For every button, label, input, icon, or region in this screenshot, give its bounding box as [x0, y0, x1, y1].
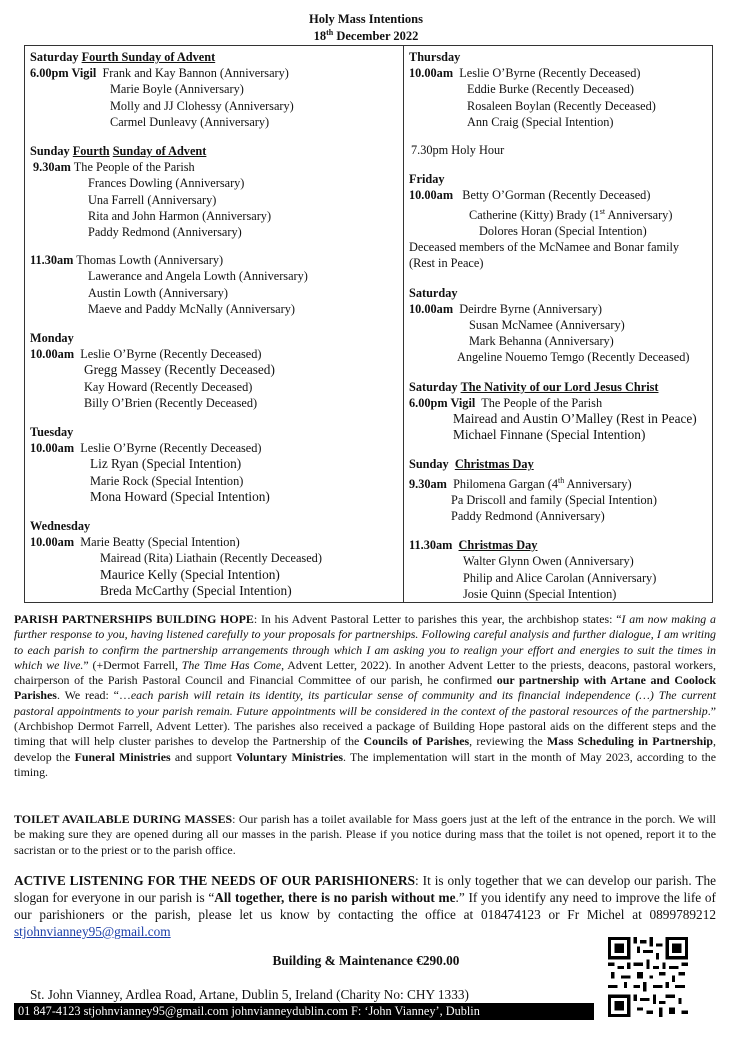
- partnerships-paragraph: PARISH PARTNERSHIPS BUILDING HOPE: In his Advent Pastoral Letter to parishes this year, the archbishop states: “I am now making a further response to you, having listened carefully to your proposals for partnerships. Following careful analysis and further dialogue, I am writing to each parish to confirm the partnership arrangements through which I am asking you to realign your effort and energies to suit the times in which we live.” (+Dermot Farrell, The Time Has Come, Advent Letter, 2022). In another Advent Letter to the priests, deacons, pastoral workers, chairperson of the Parish Pastoral Council and Financial Committee of our parish, he confirmed our partnership with Artane and Coolock Parishes. We read: “…each parish will retain its identity, its particular sense of community and its financial independence (…) The current pastoral appointments to your parish remain. Future appointments will be considered in the context of the pastoral resources of the partnership.” (Archbishop Dermot Farrell, Advent Letter). The parishes also received a package of Building Hope pastoral aids on the different steps and the timing that will help cluster parishes to develop the Partnership of the Councils of Parishes, reviewing the Mass Scheduling in Partnership, develop the Funeral Ministries and support Voluntary Ministries. The implementation will start in the month of May 2023, according to the timing.: [14, 612, 717, 779]
- qr-code-icon[interactable]: [608, 937, 688, 1017]
- section-christmas-1130: [409, 537, 709, 602]
- mass-time: 6.00pm Vigil: [30, 66, 97, 81]
- day-heading: Sunday: [30, 144, 70, 159]
- footer-contact-bar: 01 847-4123 stjohnvianney95@gmail.com johnvianneydublin.com F: ‘John Vianney’, Dublin: [14, 1003, 594, 1020]
- intention: Carmel Dunleavy (Anniversary): [110, 114, 270, 129]
- mass-time: 10.00am: [30, 535, 75, 550]
- listening-paragraph: ACTIVE LISTENING FOR THE NEEDS OF OUR PARISHIONERS: It is only together that we can develop our parish. The slogan for everyone in our parish is “All together, there is no parish without me.” If you identify any need to improve the life of our parishioners or the parish, please let us know by contacting the office at 018474123 or Fr Michel at 0899789212 stjohnvianney95@gmail.com: [14, 873, 716, 939]
- intention: Deceased members of the McNamee and Bonar family: [409, 240, 680, 255]
- intention: Leslie O’Byrne (Recently Deceased): [459, 66, 641, 81]
- intention: Marie Rock (Special Intention): [90, 473, 244, 488]
- intention: Paddy Redmond (Anniversary): [88, 225, 242, 240]
- intention: Frances Dowling (Anniversary): [88, 176, 245, 191]
- quote: each parish will retain its identity, its particular sense of community and its financial independence (…) The current pastoral appointments to your parish remain. Future appointments will be considered in the context of the pastoral resources of the partnership: [14, 688, 717, 718]
- section-friday: [409, 171, 709, 271]
- mass-time: 10.00am: [409, 301, 454, 316]
- intention: Leslie O’Byrne (Recently Deceased): [80, 441, 262, 456]
- slogan: All together, there is no parish without me: [214, 890, 456, 905]
- feast-heading: Christmas Day: [454, 457, 534, 472]
- feast-heading: Fourth Sunday of Advent: [81, 50, 216, 64]
- intention: Maurice Kelly (Special Intention): [100, 566, 280, 582]
- quote: I am now making a further response to you, having listened carefully to your proposals for partnerships. Following careful analysis and further dialogue, I am writing to each parish to confirm the partnership arrangements through which I am asking you to realign your effort and energies to suit the times in which we live.: [14, 612, 716, 672]
- day-heading: Saturday: [30, 50, 79, 64]
- mass-time: 9.30am: [409, 476, 447, 491]
- day-heading: Saturday: [409, 379, 458, 394]
- section-saturday: [409, 285, 709, 366]
- intention: Molly and JJ Clohessy (Anniversary): [110, 98, 294, 113]
- intention: Kay Howard (Recently Deceased): [84, 379, 253, 394]
- intention: Rita and John Harmon (Anniversary): [88, 208, 272, 223]
- intention: Pa Driscoll and family (Special Intention): [451, 492, 657, 507]
- intention: Philomena Gargan (4th Anniversary): [453, 475, 632, 491]
- intention: Gregg Massey (Recently Deceased): [84, 362, 275, 378]
- building-maintenance: Building & Maintenance €290.00: [272, 953, 460, 968]
- page-date: [0, 26, 732, 43]
- intention: Maeve and Paddy McNally (Anniversary): [88, 301, 295, 316]
- day-heading: Friday: [409, 172, 445, 187]
- intention: Ann Craig (Special Intention): [467, 114, 614, 129]
- mass-time: 6.00pm Vigil: [409, 395, 476, 410]
- right-column: [409, 49, 709, 602]
- intention: Leslie O’Byrne (Recently Deceased): [80, 347, 262, 362]
- intention: Susan McNamee (Anniversary): [469, 317, 625, 332]
- mass-time: 10.00am: [30, 347, 75, 362]
- mass-time: 9.30am: [33, 160, 71, 175]
- section-wednesday: [30, 518, 400, 599]
- date-day: 18: [313, 29, 327, 44]
- intention: Liz Ryan (Special Intention): [90, 456, 242, 472]
- day-heading: Wednesday: [30, 519, 91, 534]
- section-monday: [30, 330, 400, 411]
- intention: The People of the Parish: [73, 160, 195, 175]
- intention: Marie Boyle (Anniversary): [110, 82, 244, 97]
- intention: Angeline Nouemo Temgo (Recently Deceased): [457, 350, 690, 365]
- holy-hour: 7.30pm Holy Hour: [411, 143, 505, 158]
- intention: Michael Finnane (Special Intention): [453, 427, 646, 443]
- section-saturday-vigil: [30, 49, 400, 130]
- day-heading: Saturday: [409, 285, 458, 300]
- intention: Mark Behanna (Anniversary): [469, 334, 614, 349]
- intention: Philip and Alice Carolan (Anniversary): [463, 570, 657, 585]
- mass-time: 11.30am: [30, 253, 74, 268]
- intention: Marie Beatty (Special Intention): [80, 535, 240, 550]
- feast-heading: Christmas Day: [458, 538, 538, 553]
- intention: Deirdre Byrne (Anniversary): [459, 301, 602, 316]
- toilet-paragraph: TOILET AVAILABLE DURING MASSES: Our parish has a toilet available for Mass goers just at the left of the entrance in the porch. We will be making sure they are opened during all our masses in the parish. Please if you notice during mass that the toilet is not opened, report it to the sacristan or to the priest or to the parish office.: [14, 812, 716, 857]
- section-nativity-vigil: [409, 379, 709, 444]
- section-heading: PARISH PARTNERSHIPS BUILDING HOPE: [14, 612, 254, 626]
- left-column: [30, 49, 400, 599]
- intention: Thomas Lowth (Anniversary): [76, 253, 224, 268]
- mass-time: 11.30am: [409, 538, 453, 553]
- intention: Lawerance and Angela Lowth (Anniversary): [88, 269, 308, 284]
- day-heading: Thursday: [409, 50, 461, 64]
- intention: Mona Howard (Special Intention): [90, 488, 270, 504]
- email-link[interactable]: stjohnvianney95@gmail.com: [14, 924, 171, 939]
- section-tuesday: [30, 424, 400, 505]
- quote: The Time Has Come: [181, 657, 282, 672]
- intention: Dolores Horan (Special Intention): [479, 223, 647, 238]
- mass-time: 10.00am: [409, 188, 454, 203]
- column-divider: [403, 46, 404, 602]
- feast-heading: The Nativity of our Lord Jesus Christ: [460, 379, 659, 394]
- section-thursday: [409, 49, 709, 158]
- intention: Mairead (Rita) Liathain (Recently Deceased): [100, 551, 322, 566]
- date-ordinal: th: [326, 28, 334, 37]
- intention: Betty O’Gorman (Recently Deceased): [462, 188, 651, 203]
- day-heading: Monday: [30, 331, 74, 346]
- section-heading: ACTIVE LISTENING FOR THE NEEDS OF OUR PARISHIONERS: [14, 873, 416, 888]
- intention: Eddie Burke (Recently Deceased): [467, 82, 634, 97]
- intention: Josie Quinn (Special Intention): [463, 586, 617, 601]
- intention: Austin Lowth (Anniversary): [88, 285, 229, 300]
- date-rest: December 2022: [336, 29, 419, 44]
- intention: Breda McCarthy (Special Intention): [100, 582, 292, 598]
- intention: Walter Glynn Owen (Anniversary): [463, 554, 634, 569]
- intention: Una Farrell (Anniversary): [88, 192, 217, 207]
- page-title: Holy Mass Intentions: [309, 12, 423, 26]
- section-sunday: [30, 143, 400, 317]
- intention: Frank and Kay Bannon (Anniversary): [102, 66, 289, 81]
- intention: (Rest in Peace): [409, 256, 484, 271]
- intention: Catherine (Kitty) Brady (1st Anniversary): [469, 206, 673, 222]
- feast-heading: Sunday of Advent: [112, 144, 207, 159]
- intention: Rosaleen Boylan (Recently Deceased): [467, 98, 656, 113]
- mass-intentions-table: [24, 45, 713, 603]
- section-christmas-day: [409, 456, 709, 524]
- parish-address: St. John Vianney, Ardlea Road, Artane, Dublin 5, Ireland (Charity No: CHY 1333): [30, 987, 469, 1002]
- intention: The People of the Parish: [481, 395, 603, 410]
- mass-time: 10.00am: [30, 441, 75, 456]
- intention: Billy O’Brien (Recently Deceased): [84, 395, 258, 410]
- mass-time: 10.00am: [409, 66, 454, 81]
- section-heading: TOILET AVAILABLE DURING MASSES: [14, 812, 233, 826]
- day-heading: Tuesday: [30, 425, 74, 440]
- feast-heading: Fourth: [72, 144, 110, 159]
- intention: Mairead and Austin O’Malley (Rest in Peace): [453, 410, 697, 426]
- day-heading: Sunday: [409, 457, 449, 472]
- intention: Paddy Redmond (Anniversary): [451, 509, 605, 524]
